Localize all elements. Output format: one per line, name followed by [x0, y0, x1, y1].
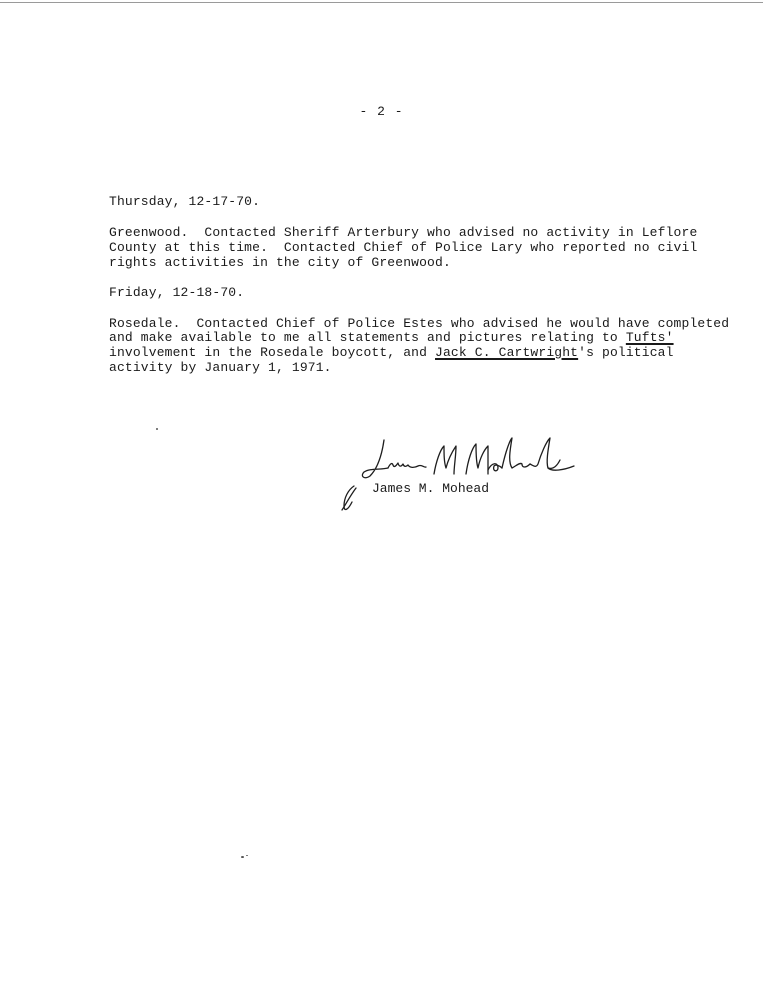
signer-typed-name: James M. Mohead: [372, 481, 490, 496]
entry-text-segment: and make available to me all statements and pictures relating to: [109, 330, 626, 345]
entry-date-friday: Friday, 12-18-70.: [109, 285, 245, 300]
handwritten-signature: [338, 432, 588, 516]
scan-speck: [246, 855, 248, 856]
scan-speck: [156, 428, 158, 430]
entry-date-thursday: Thursday, 12-17-70.: [109, 194, 261, 209]
entry-text-line: rights activities in the city of Greenwood.: [109, 255, 451, 270]
entry-text-line: [109, 331, 674, 345]
entry-text-line: activity by January 1, 1971.: [109, 360, 332, 375]
underlined-name-cartwright: Jack C. Cartwright: [435, 345, 579, 360]
entry-text-segment: 's political: [578, 345, 674, 360]
entry-text-line: Rosedale. Contacted Chief of Police Estes who advised he would have completed: [109, 316, 730, 331]
page-number: - 2 -: [359, 104, 404, 119]
page-top-edge: [0, 2, 763, 3]
entry-text-segment: involvement in the Rosedale boycott, and: [109, 345, 436, 360]
entry-text-line: Greenwood. Contacted Sheriff Arterbury who advised no activity in Leflore: [109, 225, 698, 240]
entry-text-line: County at this time. Contacted Chief of Police Lary who reported no civil: [109, 240, 698, 255]
scan-speck: [241, 856, 244, 858]
entry-text-line: [109, 346, 674, 360]
underlined-name-tufts: Tufts': [625, 330, 674, 345]
